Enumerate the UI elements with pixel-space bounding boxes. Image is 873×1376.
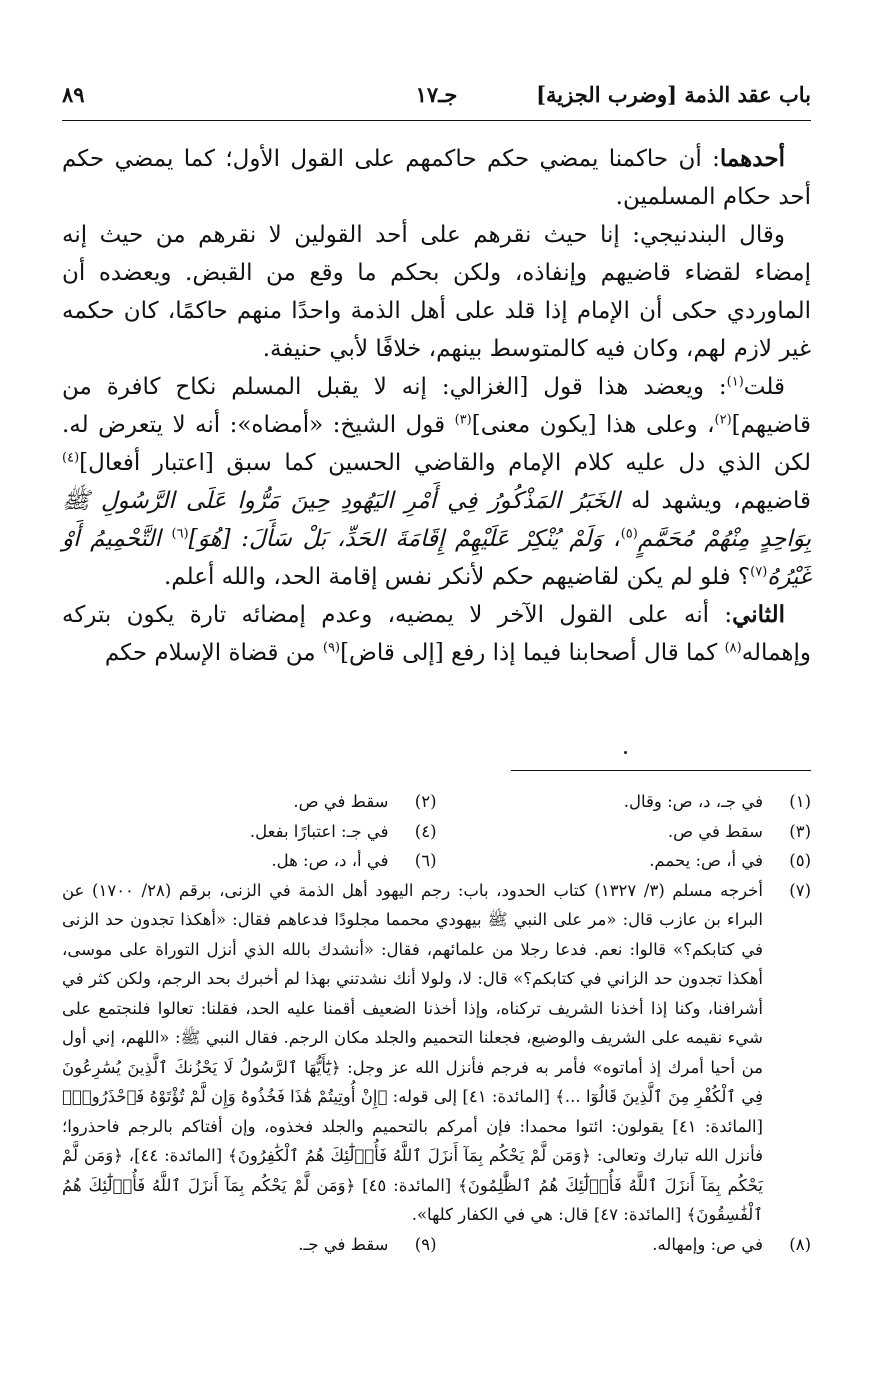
footnote-2 [62,787,437,817]
footnote-ref: (١) [726,374,744,390]
footnote-text: في ص: وإمهاله. [652,1234,763,1254]
text-run: ، [602,526,621,552]
footnote-grid [62,1230,811,1260]
paragraph-first-opinion [62,140,811,216]
footnote-3 [437,817,812,847]
footnote-ref: (٧) [750,564,768,580]
footnote-separator [511,770,811,771]
hadith-text: التَّحْمِيمُ أَوْ غَيْرُهُ [62,526,811,590]
keyword-second: الثاني [732,601,785,628]
footnote-number: (٦) [414,851,437,870]
footnote-number: (٣) [789,821,811,841]
text-run: قول الشيخ: «أمضاه»: أنه لا يتعرض له. لكن الذي دل عليه كلام الإمام والقاضي الحسين كما سبق [اعتبار أفعال] [62,412,811,476]
footnote-text: في أ، د، ص: هل. [271,851,389,870]
main-text [62,140,811,672]
text-run: : أنه على القول الآخر لا يمضيه، وعدم إمضائه تارة يكون بتركه وإهماله [62,602,811,666]
footnote-1 [437,787,812,817]
footnote-ref: (٦) [171,526,189,542]
footnote-text: في جـ: اعتبارًا بفعل. [249,821,389,841]
footnote-number: (٢) [414,792,437,811]
footnote-9 [62,1230,437,1260]
paragraph-text: وقال البندنيجي: إنا حيث نقرهم على أحد القولين لا نقرهم من حيث إنه إمضاء لقضاء قاضيهم وإنفاذه، ولكن بحكم ما وقع من القبض. ويعضده أن الماوردي حكى أن الإمام إذا قلد على أهل الذمة واحدًا منهم حاكمًا، كان حكمه غير لازم لهم، وكان فيه كالمتوسط بينهم، خلافًا لأبي حنيفة. [62,222,811,362]
footnote-ref: (٣) [454,412,472,428]
footnote-text: سقط في ص. [667,821,763,841]
header-rule [62,120,811,121]
footnote-number: (٥) [789,851,811,870]
footnote-text: في أ، ص: يحمم. [649,851,763,870]
footnote-ref: (٨) [724,640,742,656]
footnote-5 [437,846,812,876]
footnotes [62,787,811,1259]
footnote-number: (٩) [414,1234,437,1254]
footnote-ref: (٥) [620,526,638,542]
footnote-text: أخرجه مسلم (٣/ ١٣٢٧) كتاب الحدود، باب: رجم اليهود أهل الذمة في الزنى، برقم (٢٨/ ١٧٠٠) عن البراء بن عازب قال: «مر على النبي ﷺ بيهودي محمما مجلودًا فدعاهم فقال: «أهكذا تجدون حد الزنى في كتابكم؟» قالوا: نعم. فدعا رجلا من علمائهم، فقال: «أنشدك بالله الذي أنزل التوراة على موسى، أهكذا تجدون حد الزاني في كتابكم؟» قال: لا، ولولا أنك نشدتني بهذا لم أخبرك بحد الرجم، ولكن كثر في أشرافنا، وكنا إذا أخذنا الشريف تركناه، وإذا أخذنا الضعيف أقمنا عليه الحد، فقلنا: تعالوا فلنجتمع على شيء نقيمه على الشريف والوضيع، فجعلنا التحميم والجلد مكان الرجم. فقال النبي ﷺ: «اللهم، إني أول من أحيا أمرك إذ أماتوه» فأمر به فرجم فأنزل الله عز وجل: ﴿يَٰٓأَيُّهَا ٱلرَّسُولُ لَا يَحْزُنكَ ٱلَّذِينَ يُسَٰرِعُونَ فِي ٱلْكُفْرِ مِنَ ٱلَّذِينَ قَالُوٓا ...﴾ [المائدة: ٤١] إلى قوله: ﴿إِنْ أُوتِيتُمْ هَٰذَا فَخُذُوهُ وَإِن لَّمْ تُؤْتَوْهُ فَٱحْذَرُوا۟﴾ [المائدة: ٤١] يقولون: ائتوا محمدا: فإن أمركم بالتحميم والجلد فخذوه، وإن أفتاكم بالرجم فاحذروا؛ فأنزل الله تبارك وتعالى: ﴿وَمَن لَّمْ يَحْكُم بِمَآ أَنزَلَ ٱللَّهُ فَأُو۟لَٰٓئِكَ هُمُ ٱلْكَٰفِرُونَ﴾ [المائدة: ٤٤]، ﴿وَمَن لَّمْ يَحْكُم بِمَآ أَنزَلَ ٱللَّهُ فَأُو۟لَٰٓئِكَ هُمُ ٱلظَّٰلِمُونَ﴾ [المائدة: ٤٥] ﴿وَمَن لَّمْ يَحْكُم بِمَآ أَنزَلَ ٱللَّهُ فَأُو۟لَٰٓئِكَ هُمُ ٱلْفَٰسِقُونَ﴾ [المائدة: ٤٧] قال: هي في الكفار كلها». [62,880,763,1224]
text-run: من قضاة الإسلام حكم [104,640,323,666]
footnote-6 [62,846,437,876]
volume-label: جـ١٧ [415,82,458,107]
footnote-text: سقط في جـ. [298,1234,389,1254]
paragraph-text: : أن حاكمنا يمضي حكم حاكمهم على القول الأول؛ كما يمضي حكم أحد حكام المسلمين. [62,146,811,210]
footnote-8 [437,1230,812,1260]
page-header [62,82,811,114]
text-run: : ويعضد هذا قول [الغزالي: إنه لا يقبل المسلم نكاح كافرة من قاضيهم] [62,374,811,438]
stray-mark [624,751,627,754]
text-run: قلت [743,374,785,400]
footnote-grid [62,787,811,876]
footnote-7 [62,876,811,1230]
footnote-ref: (٤) [62,450,80,466]
footnote-ref: (٩) [322,640,341,656]
text-run: كما قال أصحابنا فيما إذا رفع [إلى قاض] [340,640,725,666]
page-number: ٨٩ [62,82,85,107]
footnote-text: سقط في ص. [293,792,389,811]
footnote-ref: (٢) [714,412,732,428]
footnote-text: في جـ، د، ص: وقال. [623,792,763,811]
footnote-number: (٤) [414,821,437,841]
text-run: قاضيهم، ويشهد له [620,488,811,514]
keyword-first: أحدهما [719,145,785,172]
hadith-text: الخَبَرُ المَذْكُورُ فِي أَمْرِ اليَهُودِ حِينَ مَرُّوا عَلَى الرَّسُولِ ﷺ بِوَاحِدٍ مِنْهُمْ مُحَمَّمٍ [62,488,812,552]
hadith-text: وَلَمْ يُنْكِرْ عَلَيْهِمْ إِقَامَةَ الحَدِّ، بَلْ سَأَلَ: [هُوَ] [188,526,603,552]
footnote-number: (٧) [789,880,811,900]
footnote-4 [62,817,437,847]
footnote-number: (٨) [789,1234,811,1254]
footnote-number: (١) [789,792,811,811]
paragraph-bandaniji [62,216,811,368]
paragraph-author-note [62,368,811,596]
paragraph-second-opinion [62,596,811,672]
text-run: ، وعلى هذا [يكون معنى] [471,412,715,438]
chapter-title: باب عقد الذمة [وضرب الجزية] [536,82,811,107]
text-run: ؟ فلو لم يكن لقاضيهم حكم لأنكر نفس إقامة الحد، والله أعلم. [163,564,751,590]
